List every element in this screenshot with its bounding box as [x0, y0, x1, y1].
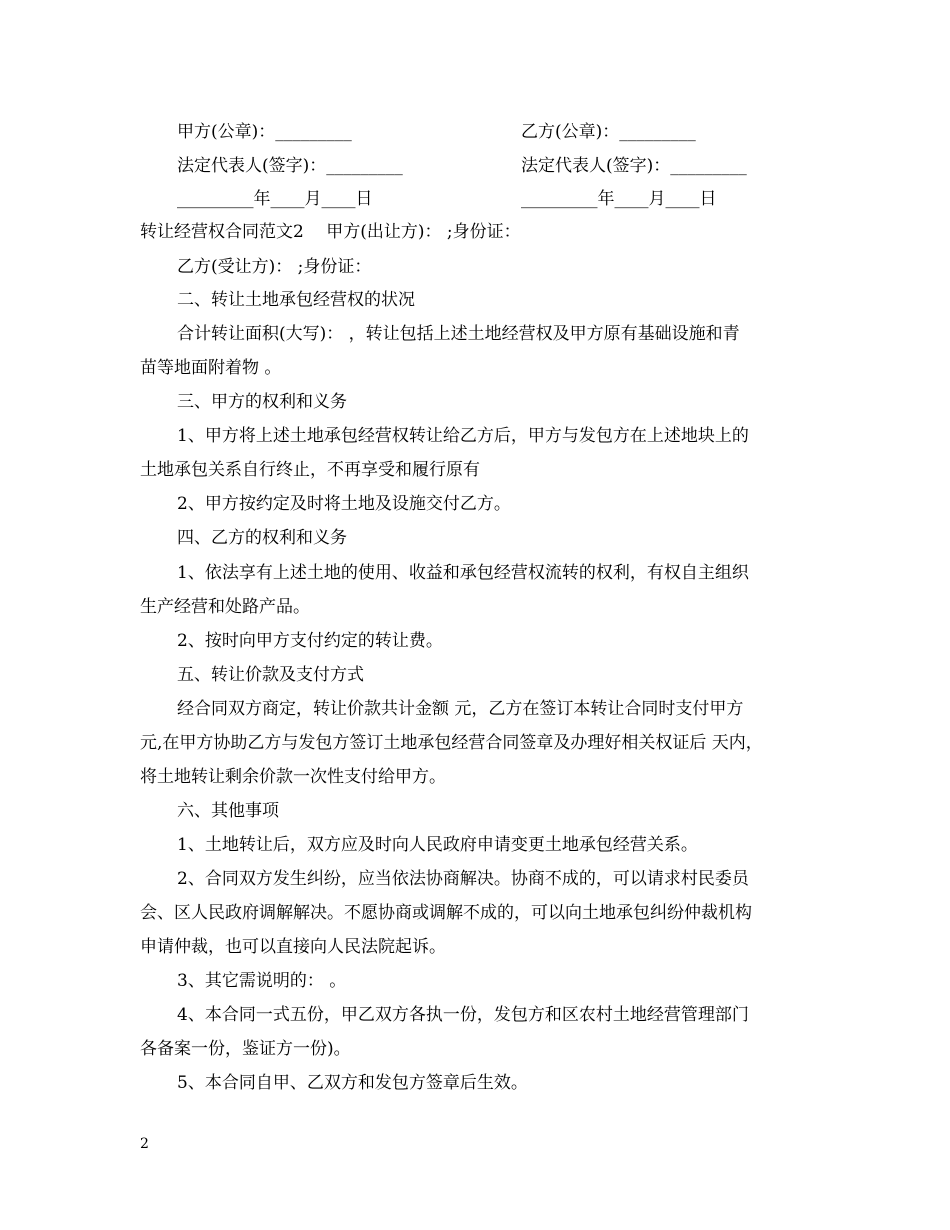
paragraph-line: 1、土地转让后，双方应及时向人民政府申请变更土地承包经营关系。 [177, 835, 698, 855]
party-a-seal-line: 甲方(公章)：_________ [177, 122, 352, 142]
paragraph-line: 2、甲方按约定及时将土地及设施交付乙方。 [177, 494, 511, 514]
paragraph-line: 2、合同双方发生纠纷，应当依法协商解决。协商不成的，可以请求村民委员 [177, 869, 749, 889]
paragraph-line: 2、按时向甲方支付约定的转让费。 [177, 631, 443, 651]
party-b-identity-line: 乙方(受让方)： ;身份证： [177, 257, 372, 277]
paragraph-line: 土地承包关系自行终止，不再享受和履行原有 [140, 460, 480, 480]
paragraph-line: 苗等地面附着物 。 [140, 358, 282, 378]
party-b-date-line: _________年____月____日 [521, 189, 717, 209]
page-number: 2 [140, 1136, 149, 1152]
section-heading: 六、其他事项 [177, 801, 279, 821]
paragraph-line: 1、甲方将上述土地承包经营权转让给乙方后，甲方与发包方在上述地块上的 [177, 426, 749, 446]
party-a-representative-line: 法定代表人(签字)：_________ [177, 156, 403, 176]
paragraph-line: 将土地转让剩余价款一次性支付给甲方。 [140, 767, 446, 787]
paragraph-line: 经合同双方商定，转让价款共计金额 元，乙方在签订本转让合同时支付甲方 [177, 699, 744, 719]
party-b-representative-line: 法定代表人(签字)：_________ [521, 156, 747, 176]
paragraph-line: 生产经营和处路产品。 [140, 597, 310, 617]
paragraph-line: 4、本合同一式五份，甲乙双方各执一份，发包方和区农村土地经营管理部门 [177, 1005, 749, 1025]
paragraph-line: 1、依法享有上述土地的使用、收益和承包经营权流转的权利，有权自主组织 [177, 563, 749, 583]
paragraph-line: 各备案一份，鉴证方一份)。 [140, 1039, 351, 1059]
contract-title-line: 转让经营权合同范文2 甲方(出让方)： ;身份证： [140, 222, 521, 242]
paragraph-line: 申请仲裁，也可以直接向人民法院起诉。 [140, 937, 446, 957]
section-heading: 二、转让土地承包经营权的状况 [177, 290, 415, 310]
section-heading: 三、甲方的权利和义务 [177, 392, 347, 412]
party-a-date-line: _________年____月____日 [177, 189, 373, 209]
paragraph-line: 5、本合同自甲、乙双方和发包方签章后生效。 [177, 1073, 528, 1093]
paragraph-line: 3、其它需说明的： 。 [177, 971, 347, 991]
paragraph-line: 元,在甲方协助乙方与发包方签订土地承包经营合同签章及办理好相关权证后 天内， [140, 733, 763, 753]
paragraph-line: 合计转让面积(大写)： ，转让包括上述土地经营权及甲方原有基础设施和青 [177, 324, 740, 344]
party-b-seal-line: 乙方(公章)：_________ [521, 122, 696, 142]
paragraph-line: 会、区人民政府调解解决。不愿协商或调解不成的，可以向土地承包纠纷仲裁机构 [140, 903, 752, 923]
section-heading: 五、转让价款及支付方式 [177, 665, 364, 685]
section-heading: 四、乙方的权利和义务 [177, 528, 347, 548]
